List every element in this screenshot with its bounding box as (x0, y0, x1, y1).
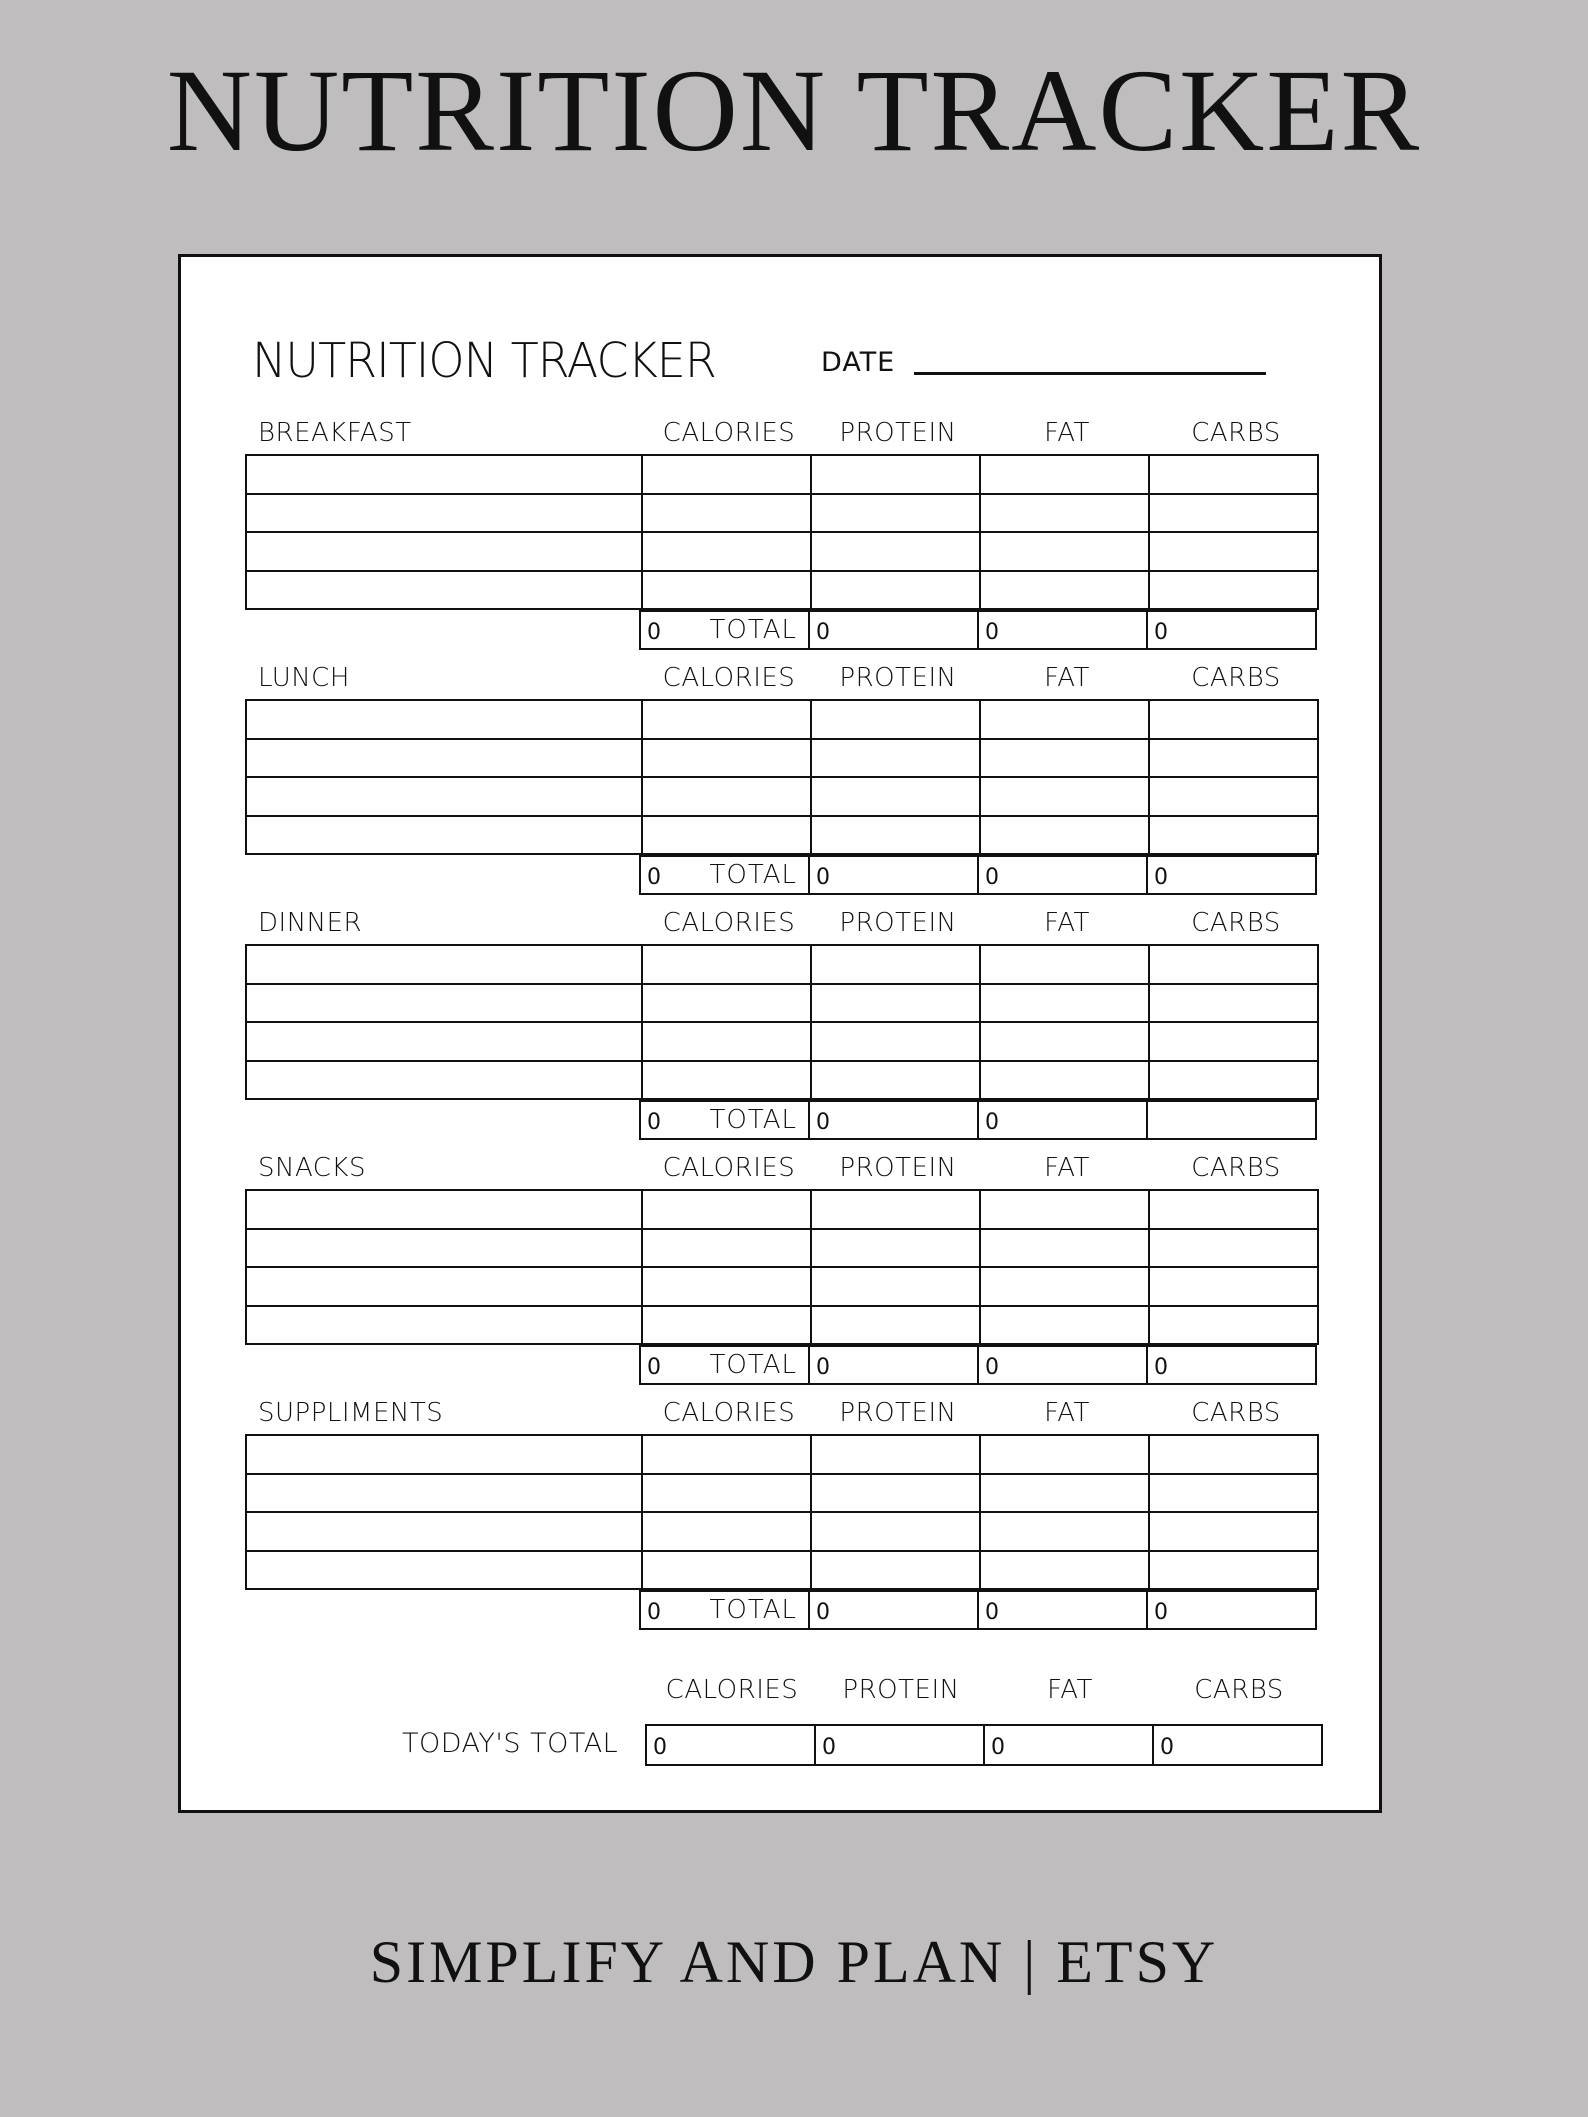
tracker-sheet (178, 254, 1382, 1813)
calories-cell[interactable] (642, 1061, 811, 1100)
fat-cell[interactable] (980, 1551, 1149, 1590)
col-head-calories: CALORIES (662, 663, 796, 693)
carbs-cell[interactable] (1149, 1022, 1318, 1061)
calories-cell[interactable] (642, 455, 811, 494)
fat-cell[interactable] (980, 455, 1149, 494)
calories-cell[interactable] (642, 1512, 811, 1551)
total-grid (639, 610, 1317, 650)
calories-cell[interactable] (642, 1435, 811, 1474)
protein-cell[interactable] (811, 777, 980, 816)
total-carbs[interactable]: 0 (1147, 1346, 1316, 1384)
col-head-protein: PROTEIN (839, 1398, 957, 1428)
col-head-carbs: CARBS (1191, 1398, 1281, 1428)
banner-title: NUTRITION TRACKER (166, 45, 1422, 176)
protein-cell[interactable] (811, 816, 980, 855)
food-cell[interactable] (246, 1551, 642, 1590)
col-head-protein: PROTEIN (839, 663, 957, 693)
footer-brand: SIMPLIFY AND PLAN | ETSY (369, 1929, 1219, 1995)
food-cell[interactable] (246, 1267, 642, 1306)
fat-cell[interactable] (980, 700, 1149, 739)
entry-row (246, 494, 1318, 533)
food-cell[interactable] (246, 700, 642, 739)
carbs-cell[interactable] (1149, 984, 1318, 1023)
total-calories[interactable]: 0 (640, 611, 809, 649)
col-head-calories: CALORIES (662, 1153, 796, 1183)
fat-cell[interactable] (980, 1190, 1149, 1229)
fat-cell[interactable] (980, 739, 1149, 778)
col-head-calories: CALORIES (662, 1398, 796, 1428)
entry-row (246, 1435, 1318, 1474)
total-carbs[interactable] (1147, 1101, 1316, 1139)
entry-row (246, 1306, 1318, 1345)
fat-cell[interactable] (980, 571, 1149, 610)
todays-total-fat[interactable]: 0 (984, 1725, 1153, 1765)
carbs-cell[interactable] (1149, 1551, 1318, 1590)
entry-row (246, 945, 1318, 984)
entry-grid (245, 944, 1319, 1100)
carbs-cell[interactable] (1149, 494, 1318, 533)
food-cell[interactable] (246, 1022, 642, 1061)
col-head-calories: CALORIES (665, 1675, 799, 1705)
protein-cell[interactable] (811, 1306, 980, 1345)
col-head-fat: FAT (1044, 1153, 1090, 1183)
entry-row (246, 700, 1318, 739)
carbs-cell[interactable] (1149, 777, 1318, 816)
protein-cell[interactable] (811, 984, 980, 1023)
col-head-carbs: CARBS (1191, 663, 1281, 693)
carbs-cell[interactable] (1149, 1474, 1318, 1513)
fat-cell[interactable] (980, 984, 1149, 1023)
col-head-fat: FAT (1044, 663, 1090, 693)
total-label: TOTAL (709, 860, 797, 890)
total-label: TOTAL (709, 1105, 797, 1135)
fat-cell[interactable] (980, 777, 1149, 816)
calories-cell[interactable] (642, 532, 811, 571)
protein-cell[interactable] (811, 1474, 980, 1513)
fat-cell[interactable] (980, 945, 1149, 984)
food-cell[interactable] (246, 532, 642, 571)
todays-total-carbs[interactable]: 0 (1153, 1725, 1322, 1765)
total-protein[interactable]: 0 (809, 1346, 978, 1384)
section-label: DINNER (258, 908, 363, 938)
todays-total-grid (645, 1724, 1323, 1766)
total-calories[interactable]: 0 (640, 1101, 809, 1139)
col-head-protein: PROTEIN (839, 418, 957, 448)
entry-row (246, 1512, 1318, 1551)
col-head-fat: FAT (1047, 1675, 1093, 1705)
calories-cell[interactable] (642, 945, 811, 984)
total-fat[interactable]: 0 (978, 856, 1147, 894)
food-cell[interactable] (246, 945, 642, 984)
fat-cell[interactable] (980, 1267, 1149, 1306)
fat-cell[interactable] (980, 1306, 1149, 1345)
col-head-fat: FAT (1044, 908, 1090, 938)
entry-grid (245, 454, 1319, 610)
total-fat[interactable]: 0 (978, 1346, 1147, 1384)
protein-cell[interactable] (811, 1551, 980, 1590)
total-calories[interactable]: 0 (640, 1346, 809, 1384)
total-grid (639, 1345, 1317, 1385)
entry-grid (245, 1434, 1319, 1590)
todays-total-protein[interactable]: 0 (815, 1725, 984, 1765)
sheet-title: NUTRITION TRACKER (252, 331, 716, 389)
food-cell[interactable] (246, 739, 642, 778)
fat-cell[interactable] (980, 816, 1149, 855)
total-protein[interactable]: 0 (809, 1101, 978, 1139)
calories-cell[interactable] (642, 1229, 811, 1268)
col-head-carbs: CARBS (1191, 418, 1281, 448)
food-cell[interactable] (246, 816, 642, 855)
protein-cell[interactable] (811, 700, 980, 739)
todays-total-label: TODAY'S TOTAL (402, 1728, 619, 1759)
calories-cell[interactable] (642, 1306, 811, 1345)
food-cell[interactable] (246, 984, 642, 1023)
entry-row (246, 571, 1318, 610)
entry-row (246, 984, 1318, 1023)
calories-cell[interactable] (642, 1267, 811, 1306)
total-carbs[interactable]: 0 (1147, 1591, 1316, 1629)
carbs-cell[interactable] (1149, 739, 1318, 778)
calories-cell[interactable] (642, 571, 811, 610)
protein-cell[interactable] (811, 739, 980, 778)
total-calories[interactable]: 0 (640, 1591, 809, 1629)
protein-cell[interactable] (811, 571, 980, 610)
entry-row (246, 777, 1318, 816)
total-fat[interactable]: 0 (978, 1591, 1147, 1629)
protein-cell[interactable] (811, 532, 980, 571)
section-label: SNACKS (258, 1153, 366, 1183)
carbs-cell[interactable] (1149, 1229, 1318, 1268)
entry-row (246, 816, 1318, 855)
col-head-protein: PROTEIN (839, 908, 957, 938)
col-head-carbs: CARBS (1191, 1153, 1281, 1183)
entry-row (246, 1229, 1318, 1268)
total-grid (639, 855, 1317, 895)
todays-total-calories[interactable]: 0 (646, 1725, 815, 1765)
carbs-cell[interactable] (1149, 1267, 1318, 1306)
entry-row (246, 1267, 1318, 1306)
food-cell[interactable] (246, 1435, 642, 1474)
section-label: BREAKFAST (258, 418, 412, 448)
food-cell[interactable] (246, 1474, 642, 1513)
carbs-cell[interactable] (1149, 455, 1318, 494)
carbs-cell[interactable] (1149, 1512, 1318, 1551)
entry-row (246, 1551, 1318, 1590)
calories-cell[interactable] (642, 739, 811, 778)
total-carbs[interactable]: 0 (1147, 856, 1316, 894)
total-carbs[interactable]: 0 (1147, 611, 1316, 649)
col-head-protein: PROTEIN (842, 1675, 960, 1705)
carbs-cell[interactable] (1149, 1190, 1318, 1229)
calories-cell[interactable] (642, 1190, 811, 1229)
protein-cell[interactable] (811, 1190, 980, 1229)
food-cell[interactable] (246, 1229, 642, 1268)
total-label: TOTAL (709, 615, 797, 645)
carbs-cell[interactable] (1149, 571, 1318, 610)
entry-row (246, 455, 1318, 494)
total-grid (639, 1590, 1317, 1630)
carbs-cell[interactable] (1149, 700, 1318, 739)
col-head-protein: PROTEIN (839, 1153, 957, 1183)
entry-grid (245, 1189, 1319, 1345)
protein-cell[interactable] (811, 1061, 980, 1100)
food-cell[interactable] (246, 494, 642, 533)
carbs-cell[interactable] (1149, 1061, 1318, 1100)
carbs-cell[interactable] (1149, 1306, 1318, 1345)
calories-cell[interactable] (642, 1551, 811, 1590)
carbs-cell[interactable] (1149, 532, 1318, 571)
entry-row (246, 1061, 1318, 1100)
fat-cell[interactable] (980, 1474, 1149, 1513)
entry-row (246, 1022, 1318, 1061)
protein-cell[interactable] (811, 1512, 980, 1551)
calories-cell[interactable] (642, 1022, 811, 1061)
entry-row (246, 1474, 1318, 1513)
carbs-cell[interactable] (1149, 816, 1318, 855)
food-cell[interactable] (246, 1190, 642, 1229)
protein-cell[interactable] (811, 1435, 980, 1474)
entry-row (246, 739, 1318, 778)
col-head-calories: CALORIES (662, 908, 796, 938)
calories-cell[interactable] (642, 1474, 811, 1513)
food-cell[interactable] (246, 1512, 642, 1551)
col-head-fat: FAT (1044, 418, 1090, 448)
protein-cell[interactable] (811, 945, 980, 984)
food-cell[interactable] (246, 1061, 642, 1100)
protein-cell[interactable] (811, 494, 980, 533)
entry-row (246, 532, 1318, 571)
col-head-fat: FAT (1044, 1398, 1090, 1428)
col-head-carbs: CARBS (1194, 1675, 1284, 1705)
total-grid (639, 1100, 1317, 1140)
fat-cell[interactable] (980, 1022, 1149, 1061)
total-fat[interactable]: 0 (978, 611, 1147, 649)
entry-grid (245, 699, 1319, 855)
protein-cell[interactable] (811, 1022, 980, 1061)
total-label: TOTAL (709, 1350, 797, 1380)
calories-cell[interactable] (642, 777, 811, 816)
date-field[interactable] (914, 372, 1266, 375)
date-label: DATE (821, 347, 896, 378)
fat-cell[interactable] (980, 1435, 1149, 1474)
total-protein[interactable]: 0 (809, 611, 978, 649)
fat-cell[interactable] (980, 532, 1149, 571)
fat-cell[interactable] (980, 494, 1149, 533)
food-cell[interactable] (246, 455, 642, 494)
section-label: LUNCH (258, 663, 350, 693)
protein-cell[interactable] (811, 1229, 980, 1268)
total-protein[interactable]: 0 (809, 856, 978, 894)
protein-cell[interactable] (811, 455, 980, 494)
entry-row (246, 1190, 1318, 1229)
protein-cell[interactable] (811, 1267, 980, 1306)
food-cell[interactable] (246, 571, 642, 610)
total-calories[interactable]: 0 (640, 856, 809, 894)
calories-cell[interactable] (642, 984, 811, 1023)
calories-cell[interactable] (642, 494, 811, 533)
total-protein[interactable]: 0 (809, 1591, 978, 1629)
carbs-cell[interactable] (1149, 945, 1318, 984)
fat-cell[interactable] (980, 1512, 1149, 1551)
carbs-cell[interactable] (1149, 1435, 1318, 1474)
calories-cell[interactable] (642, 700, 811, 739)
col-head-carbs: CARBS (1191, 908, 1281, 938)
total-fat[interactable]: 0 (978, 1101, 1147, 1139)
calories-cell[interactable] (642, 816, 811, 855)
fat-cell[interactable] (980, 1229, 1149, 1268)
section-label: SUPPLIMENTS (258, 1398, 444, 1428)
food-cell[interactable] (246, 777, 642, 816)
total-label: TOTAL (709, 1595, 797, 1625)
fat-cell[interactable] (980, 1061, 1149, 1100)
col-head-calories: CALORIES (662, 418, 796, 448)
food-cell[interactable] (246, 1306, 642, 1345)
